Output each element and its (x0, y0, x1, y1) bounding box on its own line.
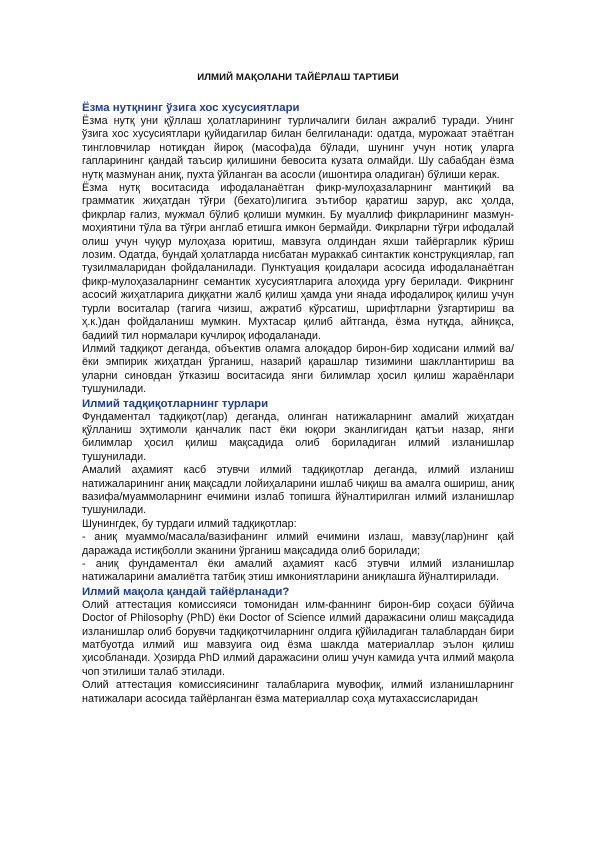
section-article-preparation (82, 585, 514, 706)
section-heading: Ёзма нутқнинг ўзига хос хусусиятлари (82, 102, 300, 114)
paragraph: Амалий аҳамият касб этувчи илмий тадқиқотлар деганда, илмий изланиш натижаларининг аниқ мақсадли лойиҳаларини ишлаб чиқиш ва амалга ошириш, аниқ вазифа/муаммоларнинг ечимини излаб топишга йўналтирилган илмий изланишлар тушунилади. (82, 464, 514, 517)
list-item: - аниқ фундаментал ёки амалий аҳамият касб этувчи илмий изланишлар натижаларини амалиётга татбиқ этиш имкониятларини аниқлашга йўналтирилади. (82, 558, 514, 584)
paragraph: Олий аттестация комиссиясининг талабларига мувофиқ, илмий изланишларнинг натижалари асосида тайёрланган ёзма материаллар соҳа мутахассисларидан (82, 679, 514, 705)
paragraph: Ёзма нутқ уни қўллаш ҳолатларининг турличалиги билан ажралиб туради. Унинг ўзига хос хусусиятлари қуйидагилар билан белгиланади: одатда, мурожаат этаётган тингловчилар нотиқдан йироқ (масофа)да бўлади, шунинг учун нотиқ уларга гапларининг қандай таъсир қилишини бевосита кузата олмайди. Шу сабабдан ёзма нутқ мазмунан аниқ, пухта ўйланган ва асосли (ишонтира оладиган) бўлиши керак. (82, 115, 514, 181)
section-written-speech (82, 101, 514, 397)
paragraph: Шунингдек, бу турдаги илмий тадқиқотлар: (82, 517, 297, 530)
section-heading: Илмий тадқиқотларнинг турлари (82, 397, 269, 410)
paragraph: Илмий тадқиқот деганда, объектив оламга алоқадор бирон-бир ходисани илмий ва/ёки эмпирик жиҳатдан ўрганиш, назарий қарашлар тизимини шакллантириш ва уларни синовдан ўтказиш воситасида янги билимлар ҳосил қилиш жараёнлари тушунилади. (82, 342, 514, 396)
paragraph: Олий аттестация комиссияси томонидан илм-фаннинг бирон-бир соҳаси бўйича Doctor of Philosophy (PhD) ёки Doctor of Science илмий даражасини олиш мақсадида изланишлар олиб борувчи тадқиқотчиларнинг олдига қўйиладиган талаблардан бири матбуотда илмий иш мавзуига оид ёзма шаклда материаллар эълон қилиш ҳисобланади. Ҳозирда PhD илмий даражасини олиш учун камида учта илмий мақола чоп этилиши талаб этилади. (82, 598, 514, 678)
section-heading: Илмий мақола қандай тайёрланади? (82, 585, 290, 598)
section-research-types (82, 397, 514, 585)
paragraph: Ёзма нутқ воситасида ифодаланаётган фикр-мулоҳазаларнинг мантиқий ва грамматик жиҳатдан тўғри (бехато)лигига эътибор қаратиш зарур, акс ҳолда, фикрлар ғализ, мужмал бўлиб қолиши мумкин. Бу муаллиф фикрларининг мазмун-моҳиятини тўла ва тўғри англаб етишга имкон бермайди. Фикрларни тўғри ифодалай олиш учун чуқур мулоҳаза юритиш, мавзуга олдиндан яхши тайёргарлик кўриш лозим. Одатда, бундай ҳолатларда нисбатан мураккаб синтактик конструкциялар, гап тузилмаларидан фойдаланилади. Пунктуация қоидалари асосида ифодаланаётган фикр-мулоҳазаларнинг семантик хусусиятларига алоҳида урғу берилади. Фикрнинг асосий жиҳатларига диққатни жалб қилиш ҳамда уни янада ифодалироқ қилиш учун турли воситалар (тагига чизиш, ажратиб кўрсатиш, шрифтларни ўзгартириш ва ҳ.к.)дан фойдаланиш мумкин. Мухтасар қилиб айтганда, ёзма нутқда, айниқса, бадиий тил нормалари кучлироқ ифодаланади. (82, 182, 514, 342)
list-item: - аниқ муаммо/масала/вазифанинг илмий ечимини излаш, мавзу(лар)нинг қай даражада истиқболли эканини ўрганиш мақсадида олиб борилади; (82, 531, 514, 557)
page-title: ИЛМИЙ МАҚОЛАНИ ТАЙЁРЛАШ ТАРТИБИ (197, 72, 399, 83)
paragraph: Фундаментал тадқиқот(лар) деганда, олинган натижаларнинг амалий жиҳатдан қўлланиш эҳтимоли қанчалик паст ёки юқори эканлигидан қатъи назар, янги билимлар ҳосил қилиш мақсадида олиб бориладиган илмий изланишлар тушунилади. (82, 410, 514, 463)
